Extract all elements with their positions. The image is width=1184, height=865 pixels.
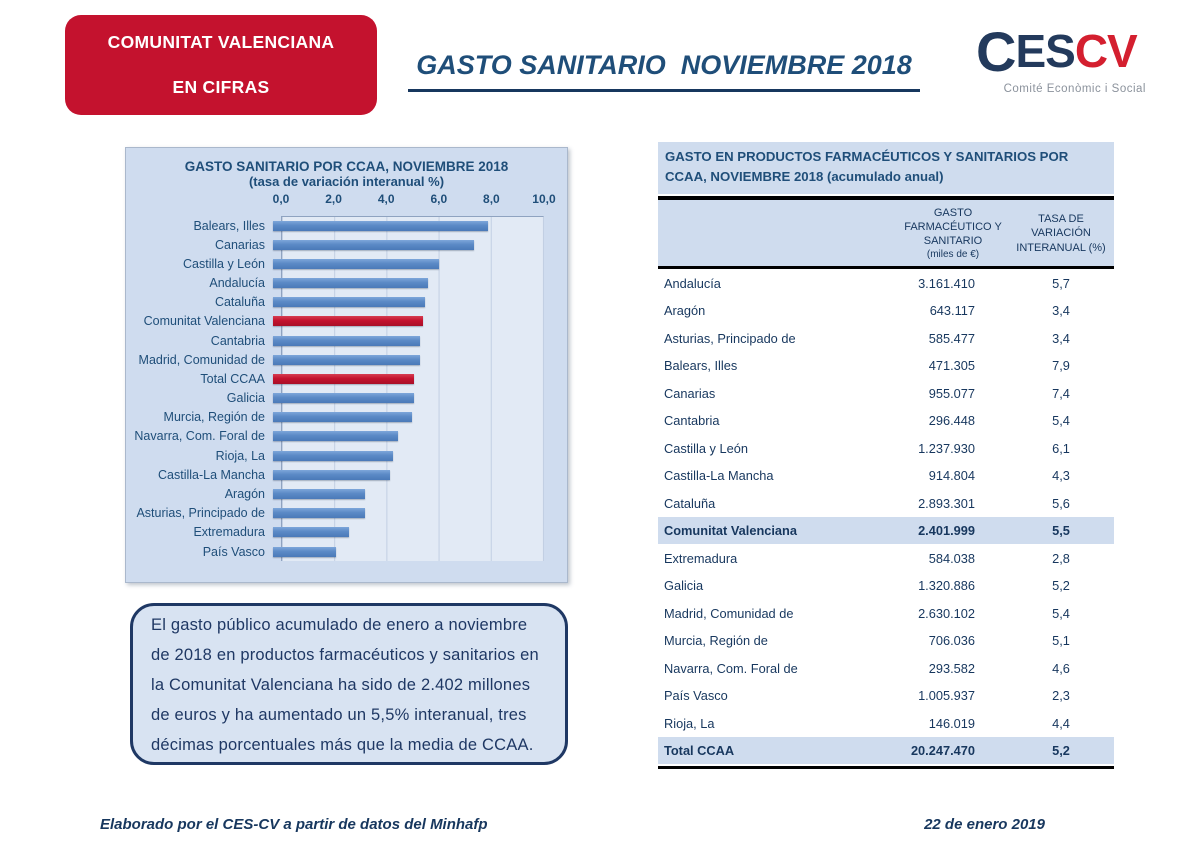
chart-row <box>126 274 545 293</box>
chart-bar-track <box>273 293 545 312</box>
chart-bar-track <box>273 542 545 561</box>
cell-gasto: 296.448 <box>928 413 975 429</box>
cell-tasa: 5,6 <box>1052 495 1070 511</box>
cell-gasto: 146.019 <box>928 715 975 731</box>
cell-region: Castilla-La Mancha <box>664 468 774 484</box>
chart-row <box>126 216 545 235</box>
cell-tasa: 5,4 <box>1052 605 1070 621</box>
cell-region: Madrid, Comunidad de <box>664 605 794 621</box>
chart-bar <box>273 278 428 288</box>
cell-gasto: 1.237.930 <box>918 440 975 456</box>
header-col-tasa: TASA DE VARIACIÓN INTERANUAL (%) <box>1016 213 1106 254</box>
cell-tasa: 7,9 <box>1052 358 1070 374</box>
table-row <box>658 379 1114 407</box>
chart-bar-label: Canarias <box>214 237 265 252</box>
chart-bar-track <box>273 216 545 235</box>
chart-row <box>126 427 545 446</box>
cell-tasa: 5,5 <box>1052 523 1070 539</box>
cell-region: Balears, Illes <box>664 358 738 374</box>
table-body <box>658 269 1114 764</box>
table-row <box>658 572 1114 600</box>
table-row <box>658 462 1114 490</box>
cell-gasto: 2.893.301 <box>918 495 975 511</box>
cell-region: Cantabria <box>664 413 720 429</box>
logo-letters-es: ES <box>1015 25 1075 77</box>
chart-bar-track <box>273 446 545 465</box>
cell-region: Castilla y León <box>664 440 748 456</box>
page-title: GASTO SANITARIO NOVIEMBRE 2018 <box>408 50 920 92</box>
cell-gasto: 471.305 <box>928 358 975 374</box>
cell-gasto: 914.804 <box>928 468 975 484</box>
chart-bar-label: Cataluña <box>214 295 265 310</box>
chart-row <box>126 523 545 542</box>
logo-letters-cv: CV <box>1074 25 1137 77</box>
chart-bar <box>273 355 420 365</box>
cell-region: Rioja, La <box>664 715 715 731</box>
gasto-sanitario-chart <box>125 147 568 583</box>
cell-region: País Vasco <box>664 688 728 704</box>
header-col-gasto-unit: (miles de €) <box>926 249 980 261</box>
cescv-logo <box>976 20 1146 95</box>
chart-row <box>126 254 545 273</box>
chart-bar-track <box>273 331 545 350</box>
cell-region: Galicia <box>664 578 704 594</box>
cell-gasto: 955.077 <box>928 385 975 401</box>
chart-bar <box>273 489 365 499</box>
cell-tasa: 3,4 <box>1052 330 1070 346</box>
chart-bar <box>273 316 423 326</box>
chart-bar-label: Balears, Illes <box>193 218 265 233</box>
cescv-logo-text <box>976 20 1146 83</box>
chart-bar <box>273 412 412 422</box>
cell-region: Murcia, Región de <box>664 633 768 649</box>
cell-tasa: 4,4 <box>1052 715 1070 731</box>
table-row <box>658 297 1114 325</box>
cell-tasa: 5,1 <box>1052 633 1070 649</box>
chart-bar-track <box>273 312 545 331</box>
cell-gasto: 3.161.410 <box>918 275 975 291</box>
logo-subtitle: Comité Econòmic i Social <box>1003 83 1146 95</box>
table-row <box>658 324 1114 352</box>
chart-bar <box>273 297 425 307</box>
chart-bar-track <box>273 274 545 293</box>
chart-bar-track <box>273 350 545 369</box>
cell-gasto: 2.401.999 <box>918 523 975 539</box>
chart-bar <box>273 527 349 537</box>
chart-bar-label: Asturias, Principado de <box>136 506 265 521</box>
chart-bar-track <box>273 369 545 388</box>
table-row <box>658 544 1114 572</box>
table-row <box>658 627 1114 655</box>
chart-bar-label: Total CCAA <box>200 371 265 386</box>
cell-gasto: 2.630.102 <box>918 605 975 621</box>
table-row <box>658 489 1114 517</box>
chart-bar <box>273 393 414 403</box>
footer-source: Elaborado por el CES-CV a partir de datos del Minhafp <box>100 816 488 833</box>
chart-row <box>126 389 545 408</box>
chart-bar-track <box>273 389 545 408</box>
table-row <box>658 352 1114 380</box>
table-row <box>658 709 1114 737</box>
cell-region: Total CCAA <box>664 743 735 759</box>
cell-region: Comunitat Valenciana <box>664 523 797 539</box>
chart-row <box>126 369 545 388</box>
cell-tasa: 4,6 <box>1052 660 1070 676</box>
chart-bar-label: Navarra, Com. Foral de <box>134 429 265 444</box>
chart-bars <box>126 216 545 561</box>
table-row <box>658 434 1114 462</box>
chart-bar-label: Cantabria <box>210 333 265 348</box>
chart-row <box>126 465 545 484</box>
cell-tasa: 5,7 <box>1052 275 1070 291</box>
chart-bar-track <box>273 465 545 484</box>
chart-bar-label: Castilla y León <box>183 256 265 271</box>
chart-row <box>126 504 545 523</box>
chart-row <box>126 235 545 254</box>
chart-row <box>126 484 545 503</box>
chart-row <box>126 293 545 312</box>
cell-gasto: 20.247.470 <box>910 743 975 759</box>
table-row <box>658 407 1114 435</box>
cell-tasa: 7,4 <box>1052 385 1070 401</box>
chart-bar-label: País Vasco <box>202 544 265 559</box>
cell-region: Andalucía <box>664 275 721 291</box>
chart-bar-track <box>273 504 545 523</box>
cell-tasa: 4,3 <box>1052 468 1070 484</box>
badge-line-1: COMUNITAT VALENCIANA <box>107 32 335 52</box>
table-row <box>658 517 1114 545</box>
cell-gasto: 584.038 <box>928 550 975 566</box>
cell-tasa: 5,2 <box>1052 578 1070 594</box>
chart-subtitle: (tasa de variación interanual %) <box>248 174 445 189</box>
chart-row <box>126 542 545 561</box>
cell-tasa: 2,3 <box>1052 688 1070 704</box>
chart-row <box>126 312 545 331</box>
chart-bar-label: Madrid, Comunidad de <box>138 352 265 367</box>
chart-bar-label: Aragón <box>224 486 265 501</box>
logo-letter-c: C <box>976 20 1016 83</box>
cell-tasa: 5,2 <box>1052 743 1070 759</box>
chart-bar-label: Comunitat Valenciana <box>143 314 265 329</box>
chart-title: GASTO SANITARIO POR CCAA, NOVIEMBRE 2018 <box>184 159 509 174</box>
cell-region: Cataluña <box>664 495 716 511</box>
chart-bar <box>273 470 390 480</box>
badge-line-2: EN CIFRAS <box>172 77 270 97</box>
chart-bar-track <box>273 235 545 254</box>
chart-bar <box>273 221 488 231</box>
chart-bar <box>273 547 336 557</box>
footer-date: 22 de enero 2019 <box>924 816 1045 833</box>
chart-bar-label: Castilla-La Mancha <box>158 467 265 482</box>
cell-region: Navarra, Com. Foral de <box>664 660 798 676</box>
chart-bar-track <box>273 484 545 503</box>
table-row <box>658 737 1114 765</box>
chart-bar <box>273 431 398 441</box>
cell-tasa: 2,8 <box>1052 550 1070 566</box>
cell-gasto: 643.117 <box>929 303 975 319</box>
chart-bar <box>273 336 420 346</box>
chart-bar-label: Rioja, La <box>215 448 265 463</box>
chart-bar-label: Extremadura <box>193 525 265 540</box>
cell-tasa: 5,4 <box>1052 413 1070 429</box>
table-header <box>658 200 1114 270</box>
cell-region: Asturias, Principado de <box>664 330 796 346</box>
chart-row <box>126 350 545 369</box>
comunitat-valenciana-badge <box>65 15 377 115</box>
table-row <box>658 682 1114 710</box>
cell-gasto: 1.005.937 <box>918 688 975 704</box>
cell-tasa: 3,4 <box>1052 303 1070 319</box>
chart-bar-label: Andalucía <box>209 276 265 291</box>
table-title: GASTO EN PRODUCTOS FARMACÉUTICOS Y SANITARIOS POR CCAA, NOVIEMBRE 2018 (acumulado anual) <box>658 142 1114 194</box>
chart-bar <box>273 508 365 518</box>
cell-region: Canarias <box>664 385 716 401</box>
cell-region: Extremadura <box>664 550 738 566</box>
cell-gasto: 293.582 <box>928 660 975 676</box>
table-row <box>658 269 1114 297</box>
chart-row <box>126 408 545 427</box>
cell-region: Aragón <box>664 303 706 319</box>
chart-row <box>126 446 545 465</box>
chart-bar <box>273 240 474 250</box>
chart-bar-track <box>273 427 545 446</box>
chart-bar-track <box>273 254 545 273</box>
chart-bar <box>273 374 414 384</box>
cell-gasto: 585.477 <box>928 330 975 346</box>
chart-bar-label: Galicia <box>226 391 265 406</box>
chart-row <box>126 331 545 350</box>
chart-x-axis-ticks: 0,0 2,0 4,0 6,0 8,0 10,0 <box>272 192 556 206</box>
chart-bar-label: Murcia, Región de <box>163 410 265 425</box>
cell-tasa: 6,1 <box>1052 440 1070 456</box>
chart-bar-track <box>273 408 545 427</box>
pharma-spending-table <box>658 142 1114 769</box>
header-col-gasto: GASTO FARMACÉUTICO Y SANITARIO (miles de €) <box>898 206 1008 262</box>
chart-bar <box>273 451 393 461</box>
table-bottom-border <box>658 766 1114 769</box>
chart-bar-track <box>273 523 545 542</box>
table-row <box>658 599 1114 627</box>
table-row <box>658 654 1114 682</box>
cell-gasto: 1.320.886 <box>918 578 975 594</box>
cell-gasto: 706.036 <box>928 633 975 649</box>
summary-note-text: El gasto público acumulado de enero a noviembre de 2018 en productos farmacéuticos y sanitarios en la Comunitat Valenciana ha sido de 2.402 millones de euros y ha aumentado un 5,5% interanual, tres décimas porcentuales más que la media de CCAA. <box>151 615 539 755</box>
summary-note-box <box>130 603 568 765</box>
chart-bar <box>273 259 439 269</box>
